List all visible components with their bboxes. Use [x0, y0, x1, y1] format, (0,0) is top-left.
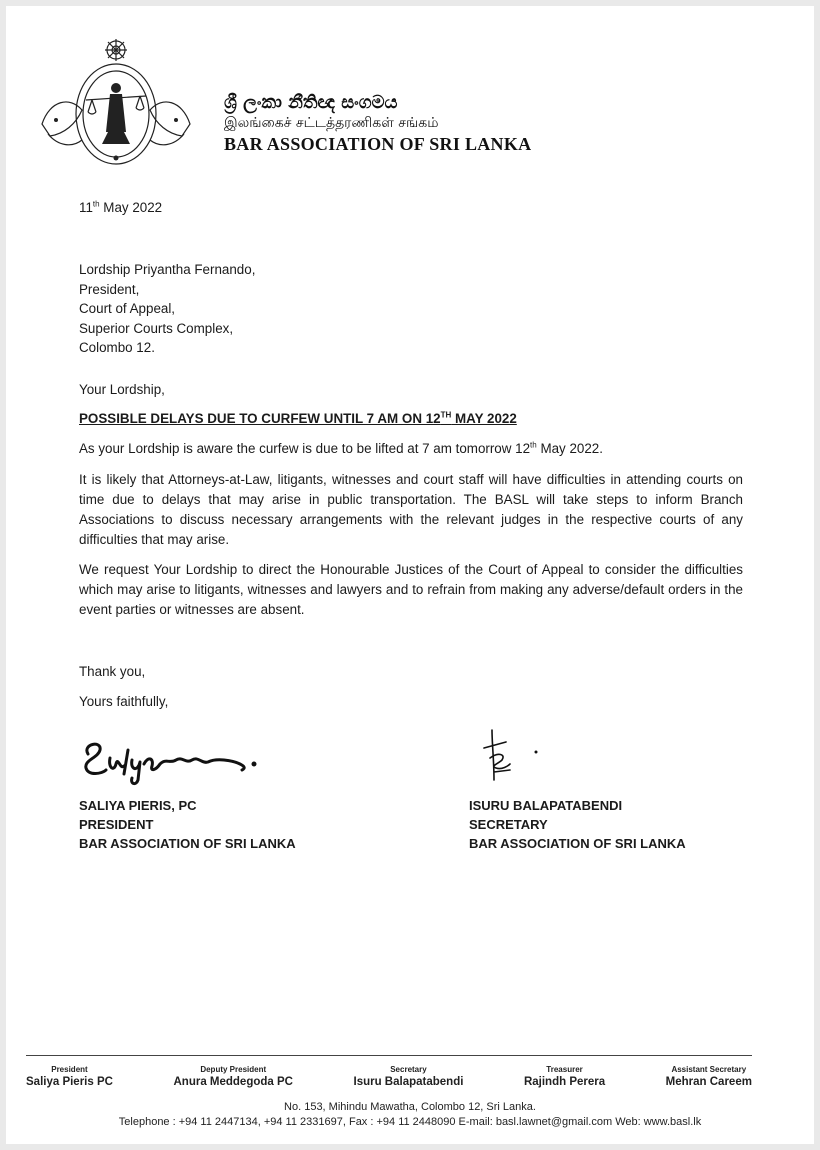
paragraph-3: We request Your Lordship to direct the Honourable Justices of the Court of Appeal to consider the difficulties which may arise to litigants, witnesses and lawyers and to refrain from making any adverse/default orders in the event parties or witnesses are absent. [79, 562, 743, 617]
president-signature [82, 736, 262, 786]
addressee-block [79, 260, 743, 358]
signatory-org: BAR ASSOCIATION OF SRI LANKA [79, 836, 296, 851]
footer-divider [26, 1055, 752, 1056]
signatory-secretary [469, 796, 686, 853]
officer-role: President [51, 1065, 88, 1074]
signatory-title: SECRETARY [469, 817, 548, 832]
officer-role: Deputy President [200, 1065, 267, 1074]
letter-page [6, 6, 814, 1144]
officer-role: Secretary [390, 1065, 427, 1074]
letter-date: 11th May 2022 [79, 199, 163, 215]
officer-name: Rajindh Perera [523, 1076, 606, 1088]
officer-role: Assistant Secretary [671, 1065, 747, 1074]
org-name-tamil: இலங்கைச் சட்டத்தரணிகள் சங்கம் [224, 115, 439, 131]
footer-officer [26, 1064, 113, 1090]
officer-name: Anura Meddegoda PC [173, 1076, 293, 1088]
paragraph-1: As your Lordship is aware the curfew is due to be lifted at 7 am tomorrow 12th May 2022. [79, 440, 603, 456]
footer-officer [524, 1064, 605, 1090]
signatory-name: ISURU BALAPATABENDI [469, 798, 623, 813]
footer-contacts: Telephone : +94 11 2447134, +94 11 2331697, Fax : +94 11 2448090 E-mail: basl.lawnet@gmail.com Web: www.basl.lk [118, 1116, 702, 1128]
closing-yours: Yours faithfully, [79, 694, 169, 709]
closing-thanks: Thank you, [79, 664, 146, 679]
signatory-title: PRESIDENT [79, 817, 154, 832]
paragraph-2: It is likely that Attorneys-at-Law, litigants, witnesses and court staff will have difficulties in attending courts on time due to delays that may arise in public transportation. The BASL will take steps to inform Branch Associations to discuss necessary arrangements with the relevant judges in the respective courts of any difficulties that may arise. [79, 472, 743, 547]
addressee-line: Superior Courts Complex, [79, 320, 234, 336]
footer-address: No. 153, Mihindu Mawatha, Colombo 12, Sri Lanka. [284, 1101, 536, 1113]
officer-role: Treasurer [546, 1065, 583, 1074]
signatory-org: BAR ASSOCIATION OF SRI LANKA [469, 836, 686, 851]
officer-name: Saliya Pieris PC [26, 1076, 113, 1088]
subject-line: POSSIBLE DELAYS DUE TO CURFEW UNTIL 7 AM ON 12TH MAY 2022 [79, 410, 517, 426]
salutation: Your Lordship, [79, 382, 165, 397]
addressee-line: Court of Appeal, [79, 301, 176, 317]
org-name-sinhala: ශ්‍රී ලංකා නීතිඥ සංගමය [224, 92, 398, 113]
officer-name: Isuru Balapatabendi [353, 1076, 464, 1088]
footer-officer [354, 1064, 464, 1090]
secretary-signature [476, 724, 556, 784]
officer-name: Mehran Careem [665, 1076, 752, 1088]
addressee-line: Colombo 12. [79, 340, 155, 356]
basl-emblem-logo [36, 36, 196, 171]
footer-officers [26, 1064, 752, 1090]
addressee-line: Lordship Priyantha Fernando, [79, 262, 256, 277]
org-name-english: BAR ASSOCIATION OF SRI LANKA [224, 134, 532, 154]
signatory-president [79, 796, 296, 853]
letterhead-names [224, 92, 531, 156]
addressee-line: President, [79, 281, 140, 297]
footer-officer [173, 1064, 292, 1090]
signatory-name: SALIYA PIERIS, PC [79, 798, 197, 813]
footer-officer [666, 1064, 752, 1090]
